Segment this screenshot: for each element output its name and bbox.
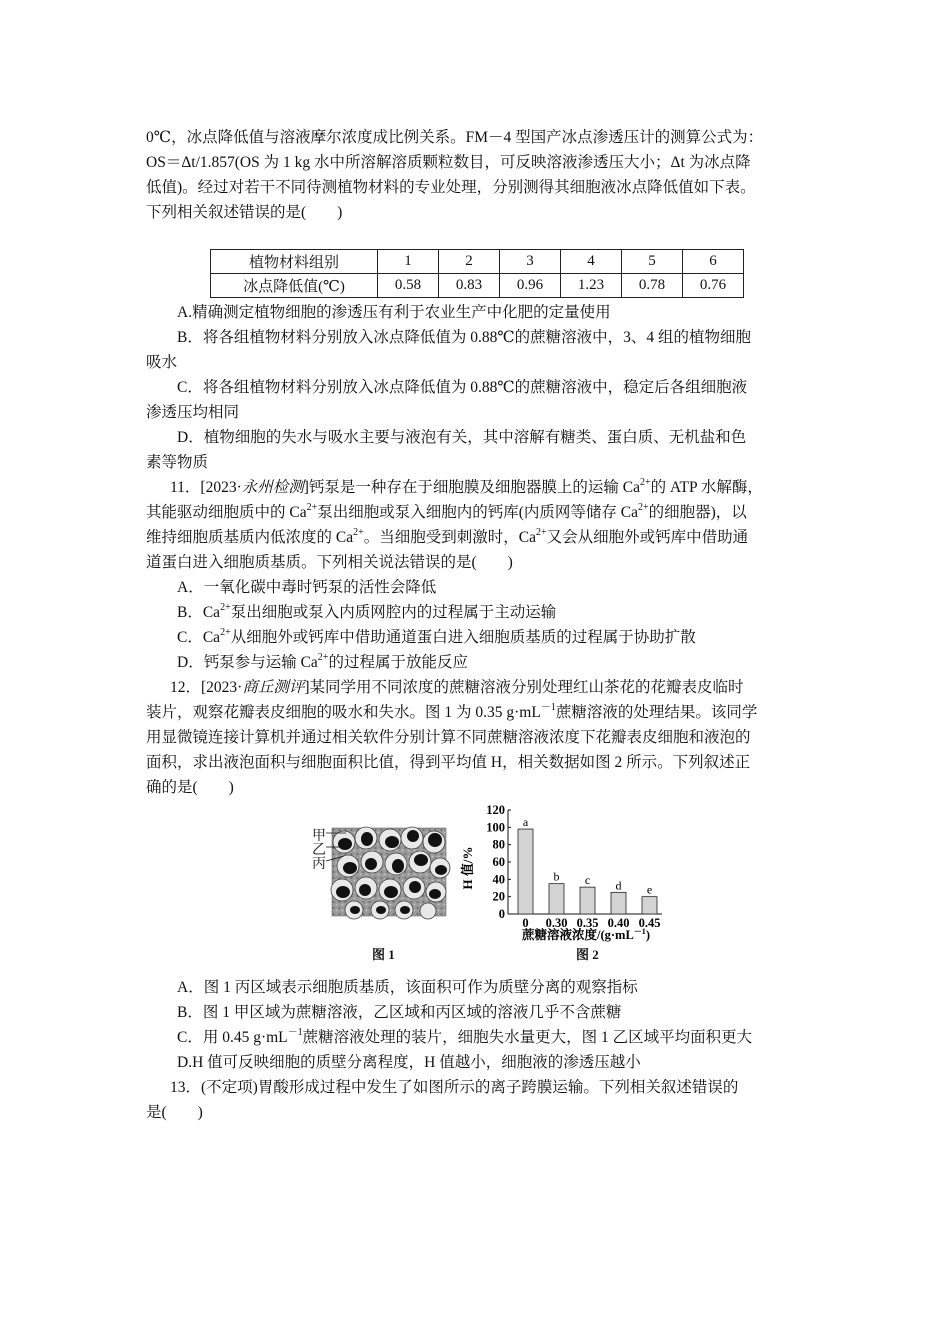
q11-stem-line-1 [170,477,763,499]
x-axis-label-text: 蔗糖溶液浓度/(g·mL [522,928,634,942]
q11-option-a: A．一氧化碳中毒时钙泵的活性会降低 [177,579,437,596]
q11-text: 的过程属于放能反应 [328,654,468,671]
q12-text: 蔗糖溶液的处理结果。该同学 [555,704,758,721]
table-cell: 6 [683,250,744,274]
bar [580,887,595,914]
bar-letter-label: a [522,815,529,830]
q10-option-b-cont: 吸水 [146,354,178,371]
table-row [211,274,744,298]
table-cell: 5 [622,250,683,274]
table-cell: 1 [378,250,439,274]
bar-letter-label: b [553,869,560,884]
q10-option-c: C．将各组植物材料分别放入冰点降低值为 0.88℃的蔗糖溶液中，稳定后各组细胞液 [177,379,748,396]
q12-text: 蔗糖溶液处理的装片，细胞失水量更大，图 1 乙区域平均面积更大 [302,1029,753,1046]
q13-stem-line-1: 13．(不定项)胃酸形成过程中发生了如图所示的离子跨膜运输。下列相关叙述错误的 [170,1079,739,1096]
y-axis-label: H 值/% [460,846,475,890]
bar-letter-label: c [584,873,591,888]
superscript: 2+ [638,501,649,513]
superscript: 2+ [640,476,651,488]
x-tick-label: 0 [522,916,529,930]
q11-option-c [177,627,696,649]
micrograph-image [308,822,458,922]
superscript: 2+ [306,501,318,513]
q12-option-b: B．图 1 甲区域为蔗糖溶液，乙区域和丙区域的溶液几乎不含蔗糖 [177,1004,622,1021]
superscript: －1 [287,1026,303,1038]
y-axis [486,803,511,921]
superscript: 2+ [220,601,231,613]
y-tick-label: 100 [486,820,505,835]
table-header-cell: 植物材料组别 [211,250,378,274]
y-tick-label: 60 [492,855,505,869]
bar-series [518,815,657,914]
table-cell: 4 [561,250,622,274]
q12-text: C．用 0.45 g·mL [177,1029,288,1046]
q11-text: 维持细胞质基质内低浓度的 Ca [146,529,354,546]
intro-line-2: OS＝Δt/1.857(OS 为 1 kg 水中所溶解溶质颗粒数目，可反映溶液渗透压大小；Δt 为冰点降 [146,154,751,171]
label-yi: 乙 [312,843,326,858]
y-tick-label: 80 [492,837,505,852]
table-cell: 0.83 [439,274,500,298]
label-jia: 甲 [312,829,326,844]
q11-stem-line-3 [146,527,748,549]
bar [518,829,533,914]
q12-source: 商丘测评 [242,679,305,696]
q11-text: 的细胞器)，以 [648,504,747,521]
figure-2-caption: 图 2 [576,947,599,962]
table-cell: 3 [500,250,561,274]
q12-option-c [177,1027,752,1049]
y-tick-label: 40 [492,872,505,887]
bar [642,897,657,914]
q11-number: 11．[2023· [170,479,242,496]
q11-text: 的 ATP 水解酶， [650,479,763,496]
superscript: 2+ [353,526,364,538]
table-cell: 0.96 [500,274,561,298]
q11-stem-line-4: 道蛋白进入细胞质基质。下列相关说法错误的是( ) [146,554,513,571]
q11-text: C．Ca [177,629,221,646]
q10-option-d: D．植物细胞的失水与吸水主要与液泡有关，其中溶解有糖类、蛋白质、无机盐和色 [177,429,747,446]
q11-option-b [177,602,556,624]
q11-text: 从细胞外或钙库中借助通道蛋白进入细胞质基质的过程属于协助扩散 [230,629,696,646]
label-bing: 丙 [312,857,326,872]
q11-text: D．钙泵参与运输 Ca [177,654,318,671]
q11-text: 。当细胞受到刺激时，Ca [363,529,536,546]
x-tick-label: 0.40 [607,916,630,930]
q10-option-b: B．将各组植物材料分别放入冰点降低值为 0.88℃的蔗糖溶液中，3、4 组的植物细胞 [177,329,752,346]
y-tick-label: 120 [486,803,505,817]
table-cell: 0.76 [683,274,744,298]
table-cell: 0.78 [622,274,683,298]
table-cell: 2 [439,250,500,274]
q10-option-a: A.精确测定植物细胞的渗透压有利于农业生产中化肥的定量使用 [177,304,611,321]
q12-stem-line-3: 用显微镜连接计算机并通过相关软件分别计算不同蔗糖溶液浓度下花瓣表皮细胞和液泡的 [146,729,751,746]
table-cell: 0.58 [378,274,439,298]
q10-option-d-cont: 素等物质 [146,454,209,471]
q12-stem-line-5: 确的是( ) [146,779,234,796]
x-axis-label-end: ) [645,928,650,942]
table-header-cell: 冰点降低值(℃) [211,274,378,298]
superscript: 2+ [220,626,231,638]
intro-line-4: 下列相关叙述错误的是( ) [146,204,343,221]
q11-text: 泵出细胞或泵入细胞内的钙库(内质网等储存 Ca [317,504,638,521]
x-axis-label [522,927,650,942]
q12-text: ]某同学用不同浓度的蔗糖溶液分别处理红山茶花的花瓣表皮临时 [304,679,744,696]
x-tick-label: 0.35 [576,916,599,930]
q12-text: 装片，观察花瓣表皮细胞的吸水和失水。图 1 为 0.35 g·mL [146,704,541,721]
q12-option-a: A．图 1 丙区域表示细胞质基质，该面积可作为质壁分离的观察指标 [177,979,638,996]
figure-1-caption: 图 1 [372,947,395,962]
superscript: －1 [540,701,556,713]
x-tick-label: 0.30 [545,916,568,930]
freezing-point-table [210,249,744,298]
bar [611,892,626,914]
q13-stem-line-2: 是( ) [146,1104,203,1121]
bar-letter-label: e [646,882,653,897]
q10-option-c-cont: 渗透压均相同 [146,404,240,421]
q12-stem-line-2 [146,702,757,724]
figure-2-bar-chart [462,802,682,948]
bar [549,884,564,914]
q11-stem-line-2 [146,502,747,524]
superscript: 2+ [535,526,547,538]
q12-option-d: D.H 值可反映细胞的质壁分离程度，H 值越小，细胞液的渗透压越小 [177,1054,641,1071]
q11-text: B．Ca [177,604,221,621]
intro-line-3: 低值)。经过对若干不同待测植物材料的专业处理，分别测得其细胞液冰点降低值如下表。 [146,179,756,196]
table-cell: 1.23 [561,274,622,298]
superscript: 2+ [317,651,329,663]
intro-line-1: 0℃，冰点降低值与溶液摩尔浓度成比例关系。FM－4 型国产冰点渗透压计的测算公式为： [146,129,764,146]
q11-text: 其能驱动细胞质中的 Ca [146,504,307,521]
y-tick-label: 0 [498,907,505,921]
x-tick-label: 0.45 [638,916,661,930]
figure-1 [308,822,458,972]
q12-number: 12．[2023· [170,679,243,696]
bar-letter-label: d [615,878,622,893]
y-tick-label: 20 [492,889,505,904]
table-row [211,250,744,274]
q11-text: 又会从细胞外或钙库中借助通 [546,529,749,546]
q11-source: 永州检测 [241,479,304,496]
q11-option-d [177,652,468,674]
q12-stem-line-1 [170,677,744,699]
q12-stem-line-4: 面积，求出液泡面积与细胞面积比值，得到平均值 H，相关数据如图 2 所示。下列叙述正 [146,754,751,771]
q11-text: 泵出细胞或泵入内质网腔内的过程属于主动运输 [230,604,557,621]
q11-text: ]钙泵是一种存在于细胞膜及细胞器膜上的运输 Ca [303,479,641,496]
x-axis-label-sup: －1 [633,927,646,936]
